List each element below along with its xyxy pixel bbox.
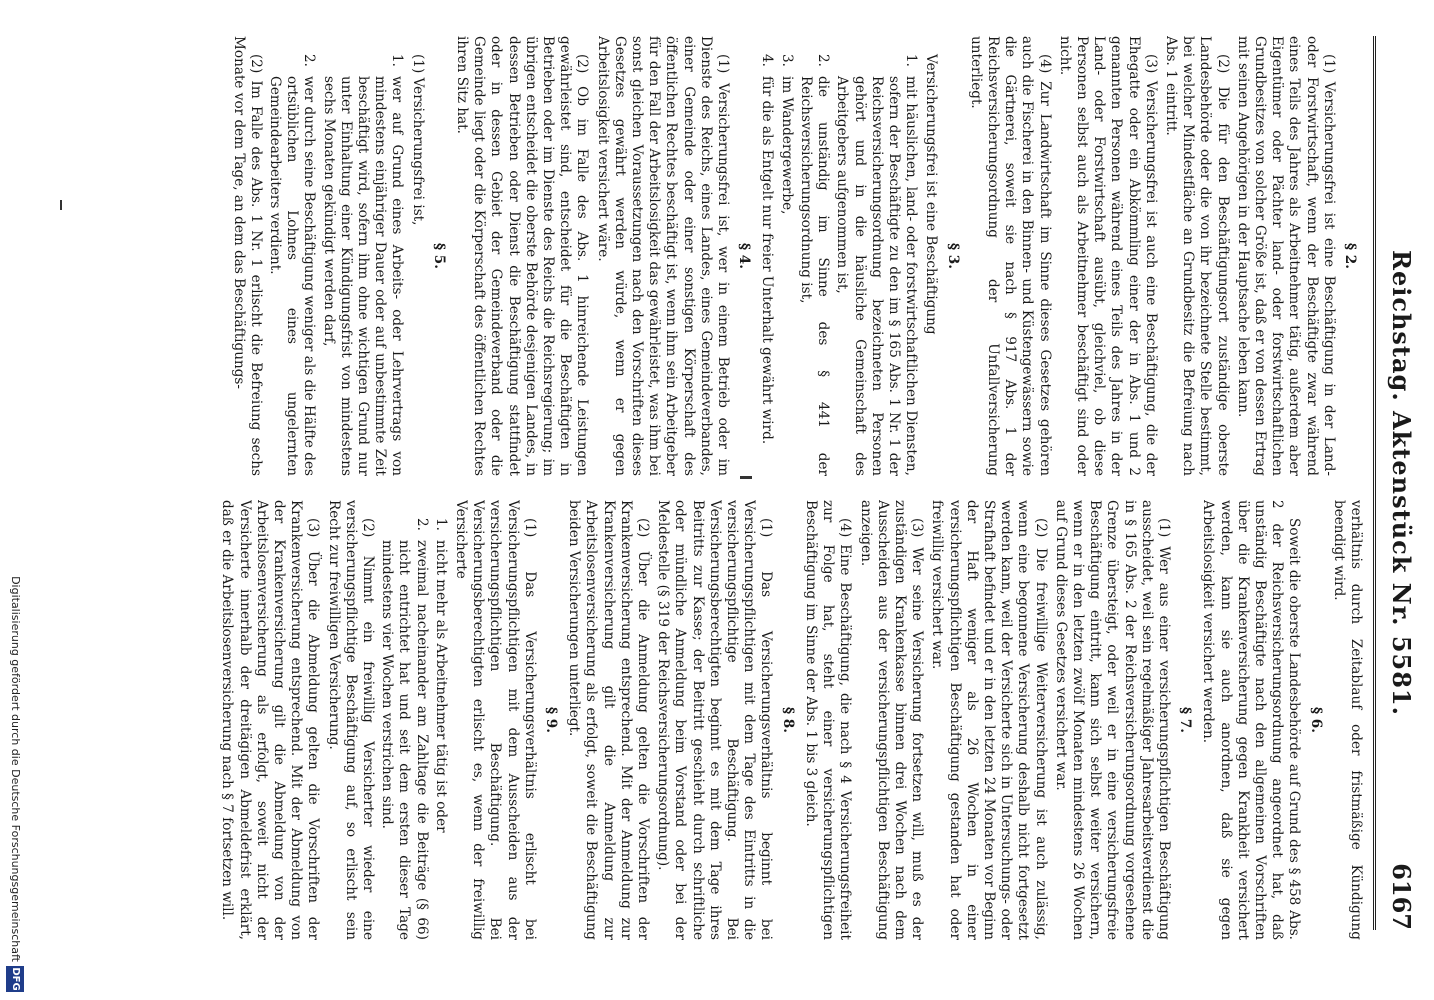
- paragraph: (2) Über die Anmeldung gelten die Vorschriften der Krankenversicherung entsprechend. Mit der Anmeldung zur Krankenversicherung gilt die Anmeldung zur Arbeitslosenversicherung als erfolgt, soweit die Beschäftigung beiden Versicherungen unterliegt.: [566, 500, 652, 940]
- dfg-logo: DFG: [6, 966, 24, 992]
- left-column: [74, 36, 1364, 476]
- list-item: [778, 36, 795, 476]
- item-number: 4.: [759, 54, 776, 67]
- paragraph: (1) Versicherungsfrei ist,: [409, 54, 426, 226]
- page-number: 6167: [1387, 863, 1416, 930]
- item-number: 1.: [432, 518, 449, 531]
- item-number: 3.: [778, 54, 795, 67]
- paragraph: (1) Das Versicherungsverhältnis erlischt bei Versicherungspflichtigen mit dem Ausscheiden aus der versicherungspflichtigen Beschäftigung. Bei Versicherungsberechtigten erlischt es, wenn der freiwillig Versicherte: [453, 500, 538, 940]
- list-item: [758, 36, 775, 476]
- section-heading-4: § 4.: [736, 242, 753, 270]
- paragraph: Versicherungsfrei ist eine Beschäftigung: [923, 54, 940, 335]
- paragraph: (1) Wer aus einer versicherungspflichtigen Beschäftigung ausscheidet, weil sein regelmäßiger Jahresarbeitsverdienst die in § 165 Abs. 2 der Reichsversicherungsordnung vorgesehene Grenze übersteigt, oder weil er in eine versicherungsfreie Beschäftigung eintritt, kann sich selbst weiter versichern, wenn er in den letzten zwölf Monaten mindestens 26 Wochen auf Grund dieses Gesetzes versichert war.: [1052, 500, 1172, 940]
- section-heading-5: § 5.: [430, 242, 447, 270]
- item-text: nicht mehr als Arbeitnehmer tätig ist oder: [432, 540, 449, 833]
- scan-speck: [740, 476, 752, 479]
- paragraph: (4) Eine Beschäftigung, die nach § 4 Versicherungsfreiheit zur Folge hat, steht einer versicherungspflichtigen Beschäftigung im Sinne der Abs. 1 bis 3 gleich.: [802, 500, 854, 940]
- list-item: [378, 500, 430, 940]
- item-text: wer durch seine Beschäftigung weniger als die Hälfte des ortsüblichen Lohnes eines ungelernten Gemeindearbeiters verdient.: [267, 76, 318, 476]
- paragraph: (1) Das Versicherungsverhältnis beginnt bei Versicherungspflichtigen mit dem Tage des Eintritts in die versicherungspflichtige Beschäftigung. Bei Versicherungsberechtigten beginnt es mit dem Tage ihres Beitritts zur Kasse; der Beitritt geschieht durch schriftliche oder mündliche Anmeldung beim Vorstand oder bei der Meldestelle (§ 319 der Reichsversicherungsordnung).: [655, 500, 775, 940]
- header-title: Reichstag. Aktenstück Nr. 5581.: [1387, 250, 1416, 716]
- section-heading-9: § 9.: [543, 706, 560, 734]
- paragraph: (2) Nimmt ein freiwillig Versicherter wieder eine versicherungspflichtige Beschäftigung auf, so erlischt sein Recht zur freiwilligen Versicherung.: [325, 500, 377, 940]
- item-number: 2.: [815, 54, 832, 67]
- list-item: [432, 500, 449, 940]
- paragraph: (4) Zur Landwirtschaft im Sinne dieses Gesetzes gehören auch die Fischerei in den Binnen- und Küstengewässern sowie die Gärtnerei, soweit sie nach § 917 Abs. 1 der Reichsversicherungsordnung der Unfallversicherung unterliegt.: [967, 36, 1053, 476]
- paragraph: Soweit die oberste Landesbehörde auf Grund des § 458 Abs. 2 der Reichsversicherungsordnung angeordnet hat, daß unständig Beschäftigte nach den allgemeinen Vorschriften über die Krankenversicherung gegen Krankheit versichert werden, kann sie auch anordnen, daß sie gegen Arbeitslosigkeit versichert werden.: [1200, 500, 1303, 940]
- item-text: im Wandergewerbe,: [778, 76, 795, 215]
- item-text: wer auf Grund eines Arbeits- oder Lehrvertrags von mindestens einjähriger Dauer oder auf unbestimmte Zeit beschäftigt wird, sofern ihm ohne wichtigen Grund nur unter Einhaltung einer Kündigungsfrist von mindestens sechs Monaten gekündigt werden darf,: [320, 76, 406, 476]
- paragraph-continuation: verhältnis durch Zeitablauf oder fristmäßige Kündigung beendigt wird.: [1330, 500, 1364, 940]
- paragraph: (3) Wer seine Versicherung fortsetzen will, muß es der zuständigen Krankenkasse binnen drei Wochen nach dem Ausscheiden aus der versicherungspflichtigen Beschäftigung anzeigen.: [857, 500, 926, 940]
- paragraph: (2) Die freiwillige Weiterversicherung ist auch zulässig, wenn eine begonnene Versicherung deshalb nicht fortgesetzt werden kann, weil der Versicherte sich in Untersuchungs- oder Strafhaft befindet und er in den letzten 24 Monaten vor Beginn der Haft weniger als 26 Wochen in einer versicherungspflichtigen Beschäftigung gestanden hat oder freiwillig versichert war.: [929, 500, 1049, 940]
- paragraph: (2) Im Falle des Abs. 1 Nr. 1 erlischt die Befreiung sechs Monate vor dem Tage, an dem das Beschäftigungs-: [230, 36, 264, 476]
- item-text: mit häuslichen, land- oder forstwirtschaftlichen Diensten, sofern der Beschäftigte zu den im § 165 Abs. 1 Nr. 1 der Reichsversicherungsordnung bezeichneten Personen gehört und in die häusliche Gemeinschaft des Arbeitgebers aufgenommen ist,: [834, 76, 920, 476]
- section-heading-2: § 2.: [1342, 242, 1358, 270]
- list-item: [833, 36, 919, 476]
- list-item: [266, 36, 318, 476]
- footer-credit: Digitalisierung gefördert durch die Deutsche Forschungsgemeinschaft: [9, 576, 22, 962]
- item-number: 2.: [413, 518, 430, 531]
- item-number: 1.: [903, 54, 920, 67]
- item-text: zweimal nacheinander am Zahltage die Beiträge (§ 66) nicht entrichtet hat und seit dem ersten dieser Tage mindestens vier Wochen verstrichen sind.: [379, 540, 430, 940]
- item-text: für die als Entgelt nur freier Unterhalt gewährt wird.: [759, 76, 776, 445]
- section-heading-7: § 7.: [1177, 706, 1194, 734]
- list-item: [797, 36, 831, 476]
- paragraph: (3) Über die Abmeldung gelten die Vorschriften der Krankenversicherung entsprechend. Mit der Abmeldung von der Krankenversicherung gilt die Abmeldung von der Arbeitslosenversicherung als erfolgt, soweit nicht der Versicherte innerhalb der dreitägigen Abmeldefrist erklärt, daß er die Arbeitslosenversicherung nach § 7 fortsetzen will.: [219, 500, 322, 940]
- paragraph: (3) Versicherungsfrei ist auch eine Beschäftigung, die der Ehegatte oder ein Abkömmling einer der in Abs. 1 und 2 genannten Personen während eines Teils des Jahres in der Land- oder Forstwirtschaft ausübt, gleichviel, ob diese Personen selbst auch als Arbeitnehmer beschäftigt sind oder nicht.: [1056, 36, 1159, 476]
- digitization-footer: [2, 0, 26, 1000]
- scan-speck: [60, 200, 62, 210]
- item-number: 2.: [301, 54, 318, 67]
- page-header: [1373, 36, 1420, 930]
- section-heading-6: § 6.: [1307, 706, 1324, 734]
- right-column: [74, 500, 1364, 940]
- item-text: die unständig im Sinne des § 441 der Reichsversicherungsordnung ist,: [797, 76, 832, 476]
- section-heading-8: § 8.: [779, 706, 796, 734]
- paragraph: (1) Versicherungsfrei ist eine Beschäftigung in der Land- oder Forstwirtschaft, wenn der Beschäftigte zwar während eines Teils des Jahres als Arbeitnehmer tätig, außerdem aber Eigentümer oder Pächter land- oder forstwirtschaftlichen Grundbesitzes von solcher Größe ist, daß er von dessen Ertrag mit seinen Angehörigen in der Hauptsache leben kann.: [1234, 36, 1337, 476]
- paragraph: (1) Versicherungsfrei ist, wer in einem Betrieb oder im Dienste des Reichs, eines Landes, eines Gemeindeverbandes, einer Gemeinde oder einer sonstigen Körperschaft des öffentlichen Rechtes beschäftigt ist, wenn ihm sein Arbeitgeber für den Fall der Arbeitslosigkeit das gewährleistet, was ihm bei sonst gleichen Voraussetzungen nach den Vorschriften dieses Gesetzes gewährt werden würde, wenn er gegen Arbeitslosigkeit versichert wäre.: [594, 36, 732, 476]
- section-heading-3: § 3.: [944, 242, 961, 270]
- paragraph: (2) Die für den Beschäftigungsort zuständige oberste Landesbehörde oder die von ihr bezeichnete Stelle bestimmt, bei welcher Mindestfläche an Grundbesitz die Befreiung nach Abs. 1 eintritt.: [1162, 36, 1231, 476]
- list-item: [319, 36, 405, 476]
- paragraph: (2) Ob im Falle des Abs. 1 hinreichende Leistungen gewährleistet sind, entscheidet für die Beschäftigten in Betrieben oder im Dienste des Reichs die Reichsregierung; im übrigen entscheidet die oberste Behörde desjenigen Landes, in dessen Betrieben oder Dienst die Beschäftigung stattfindet oder in dessen Gebiet der Gemeindeverband oder die Gemeinde liegt oder die Körperschaft des öffentlichen Rechtes ihren Sitz hat.: [454, 36, 591, 476]
- item-number: 1.: [389, 54, 406, 67]
